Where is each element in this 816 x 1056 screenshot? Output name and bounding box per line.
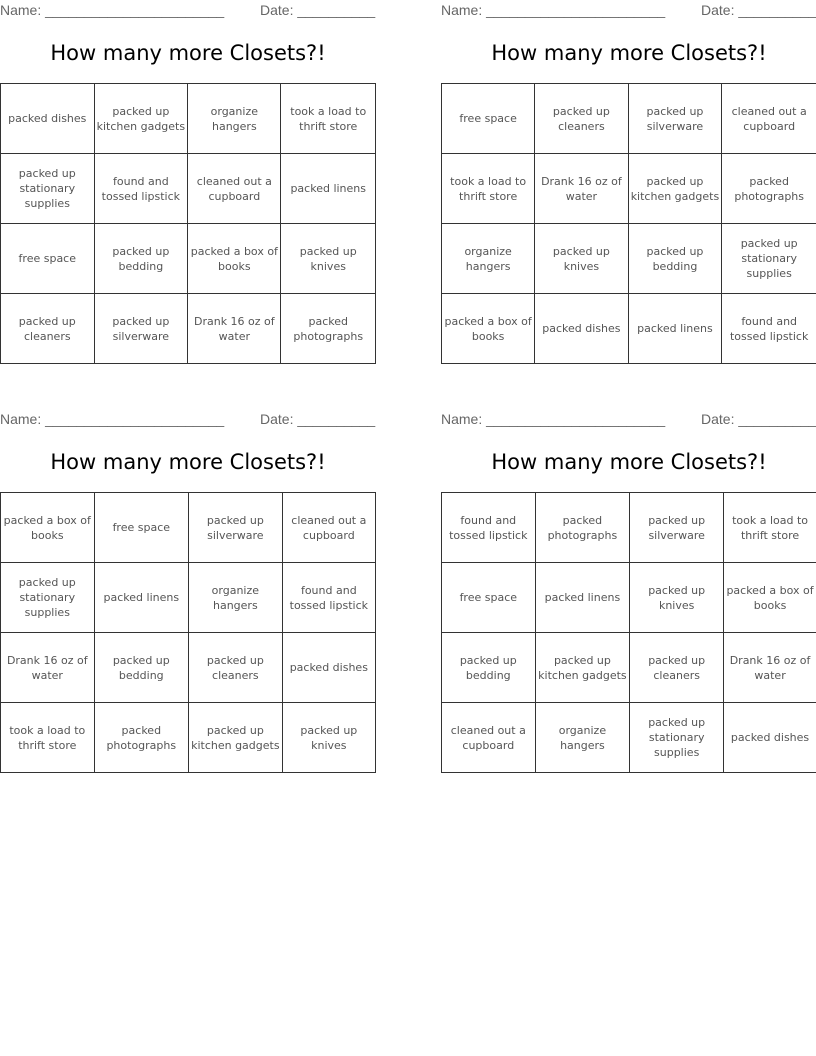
bingo-cell[interactable]: packed up cleaners bbox=[630, 633, 724, 703]
card-title: How many more Closets?! bbox=[491, 41, 767, 65]
date-field[interactable]: Date: __________ bbox=[260, 411, 376, 427]
bingo-cell[interactable]: organize hangers bbox=[189, 563, 283, 633]
bingo-cell[interactable]: packed up knives bbox=[281, 224, 376, 294]
bingo-cell[interactable]: organize hangers bbox=[188, 84, 281, 154]
bingo-cell[interactable]: packed a box of books bbox=[724, 563, 816, 633]
card-title: How many more Closets?! bbox=[50, 450, 326, 474]
grid-row bbox=[1, 493, 376, 563]
bingo-cell[interactable]: organize hangers bbox=[442, 224, 535, 294]
bingo-cell[interactable]: packed up kitchen gadgets bbox=[189, 703, 283, 773]
bingo-cell[interactable]: packed linens bbox=[628, 294, 722, 364]
bingo-cell[interactable]: free space bbox=[94, 493, 188, 563]
bingo-cell[interactable]: packed linens bbox=[94, 563, 188, 633]
bingo-cell[interactable]: packed dishes bbox=[282, 633, 375, 703]
grid-row bbox=[442, 84, 816, 154]
date-field[interactable]: Date: __________ bbox=[701, 2, 816, 18]
bingo-cell[interactable]: packed a box of books bbox=[188, 224, 281, 294]
bingo-cell[interactable]: cleaned out a cupboard bbox=[188, 154, 281, 224]
grid-row bbox=[1, 294, 376, 364]
bingo-cell[interactable]: took a load to thrift store bbox=[1, 703, 95, 773]
grid-row bbox=[442, 563, 816, 633]
name-field[interactable]: Name: _______________________ bbox=[0, 2, 225, 18]
bingo-cell[interactable]: packed up bedding bbox=[94, 633, 188, 703]
bingo-cell[interactable]: packed photographs bbox=[281, 294, 376, 364]
bingo-card-1 bbox=[0, 0, 376, 343]
date-field[interactable]: Date: __________ bbox=[701, 411, 816, 427]
bingo-cell[interactable]: organize hangers bbox=[535, 703, 630, 773]
bingo-cell[interactable]: packed up stationary supplies bbox=[722, 224, 816, 294]
bingo-cell[interactable]: packed a box of books bbox=[442, 294, 535, 364]
bingo-cell[interactable]: packed up cleaners bbox=[1, 294, 95, 364]
bingo-card-4 bbox=[441, 409, 816, 759]
date-field[interactable]: Date: __________ bbox=[260, 2, 376, 18]
grid-row bbox=[1, 703, 376, 773]
bingo-cell[interactable]: packed a box of books bbox=[1, 493, 95, 563]
bingo-cell[interactable]: took a load to thrift store bbox=[281, 84, 376, 154]
grid-row bbox=[1, 563, 376, 633]
bingo-cell[interactable]: packed photographs bbox=[94, 703, 188, 773]
grid-row bbox=[442, 224, 816, 294]
grid-row bbox=[442, 493, 816, 563]
name-field[interactable]: Name: _______________________ bbox=[441, 2, 666, 18]
name-field[interactable]: Name: _______________________ bbox=[0, 411, 225, 427]
bingo-cell[interactable]: free space bbox=[442, 84, 535, 154]
bingo-cell[interactable]: packed linens bbox=[535, 563, 630, 633]
bingo-cell[interactable]: packed dishes bbox=[535, 294, 628, 364]
grid-row bbox=[442, 294, 816, 364]
bingo-card-3 bbox=[0, 409, 376, 752]
bingo-cell[interactable]: free space bbox=[1, 224, 95, 294]
bingo-cell[interactable]: Drank 16 oz of water bbox=[1, 633, 95, 703]
bingo-cell[interactable]: took a load to thrift store bbox=[442, 154, 535, 224]
bingo-cell[interactable]: packed up stationary supplies bbox=[630, 703, 724, 773]
bingo-cell[interactable]: packed up silverware bbox=[630, 493, 724, 563]
card-header bbox=[0, 409, 376, 431]
bingo-grid bbox=[0, 492, 376, 773]
bingo-cell[interactable]: cleaned out a cupboard bbox=[442, 703, 536, 773]
bingo-cell[interactable]: packed photographs bbox=[535, 493, 630, 563]
card-header bbox=[441, 409, 816, 431]
bingo-grid bbox=[0, 83, 376, 364]
bingo-cell[interactable]: packed up cleaners bbox=[535, 84, 628, 154]
grid-row bbox=[442, 633, 816, 703]
bingo-cell[interactable]: found and tossed lipstick bbox=[282, 563, 375, 633]
grid-row bbox=[442, 154, 816, 224]
bingo-cell[interactable]: packed linens bbox=[281, 154, 376, 224]
name-field[interactable]: Name: _______________________ bbox=[441, 411, 666, 427]
bingo-cell[interactable]: took a load to thrift store bbox=[724, 493, 816, 563]
bingo-cell[interactable]: packed up kitchen gadgets bbox=[535, 633, 630, 703]
bingo-cell[interactable]: packed up bedding bbox=[94, 224, 188, 294]
bingo-grid bbox=[441, 83, 816, 364]
bingo-cell[interactable]: Drank 16 oz of water bbox=[188, 294, 281, 364]
bingo-cell[interactable]: packed photographs bbox=[722, 154, 816, 224]
card-header bbox=[441, 0, 816, 22]
bingo-cell[interactable]: packed up kitchen gadgets bbox=[628, 154, 722, 224]
bingo-cell[interactable]: packed up silverware bbox=[628, 84, 722, 154]
bingo-cell[interactable]: packed up stationary supplies bbox=[1, 154, 95, 224]
grid-row bbox=[1, 633, 376, 703]
bingo-cell[interactable]: packed up bedding bbox=[442, 633, 536, 703]
bingo-cell[interactable]: found and tossed lipstick bbox=[442, 493, 536, 563]
card-title: How many more Closets?! bbox=[491, 450, 767, 474]
bingo-cell[interactable]: cleaned out a cupboard bbox=[722, 84, 816, 154]
bingo-cell[interactable]: packed up knives bbox=[282, 703, 375, 773]
bingo-cell[interactable]: found and tossed lipstick bbox=[94, 154, 188, 224]
card-title: How many more Closets?! bbox=[50, 41, 326, 65]
bingo-grid bbox=[441, 492, 816, 773]
bingo-cell[interactable]: packed dishes bbox=[724, 703, 816, 773]
bingo-cell[interactable]: packed up bedding bbox=[628, 224, 722, 294]
bingo-card-2 bbox=[441, 0, 816, 343]
bingo-cell[interactable]: Drank 16 oz of water bbox=[724, 633, 816, 703]
bingo-cell[interactable]: free space bbox=[442, 563, 536, 633]
bingo-cell[interactable]: packed up stationary supplies bbox=[1, 563, 95, 633]
bingo-cell[interactable]: packed up cleaners bbox=[189, 633, 283, 703]
bingo-cell[interactable]: packed up silverware bbox=[189, 493, 283, 563]
grid-row bbox=[1, 154, 376, 224]
card-header bbox=[0, 0, 376, 22]
bingo-cell[interactable]: packed up knives bbox=[535, 224, 628, 294]
bingo-cell[interactable]: packed up kitchen gadgets bbox=[94, 84, 188, 154]
bingo-cell[interactable]: cleaned out a cupboard bbox=[282, 493, 375, 563]
grid-row bbox=[442, 703, 816, 773]
bingo-cell[interactable]: packed dishes bbox=[1, 84, 95, 154]
bingo-cell[interactable]: Drank 16 oz of water bbox=[535, 154, 628, 224]
bingo-cell[interactable]: packed up silverware bbox=[94, 294, 188, 364]
grid-row bbox=[1, 224, 376, 294]
bingo-cell[interactable]: found and tossed lipstick bbox=[722, 294, 816, 364]
grid-row bbox=[1, 84, 376, 154]
bingo-cell[interactable]: packed up knives bbox=[630, 563, 724, 633]
